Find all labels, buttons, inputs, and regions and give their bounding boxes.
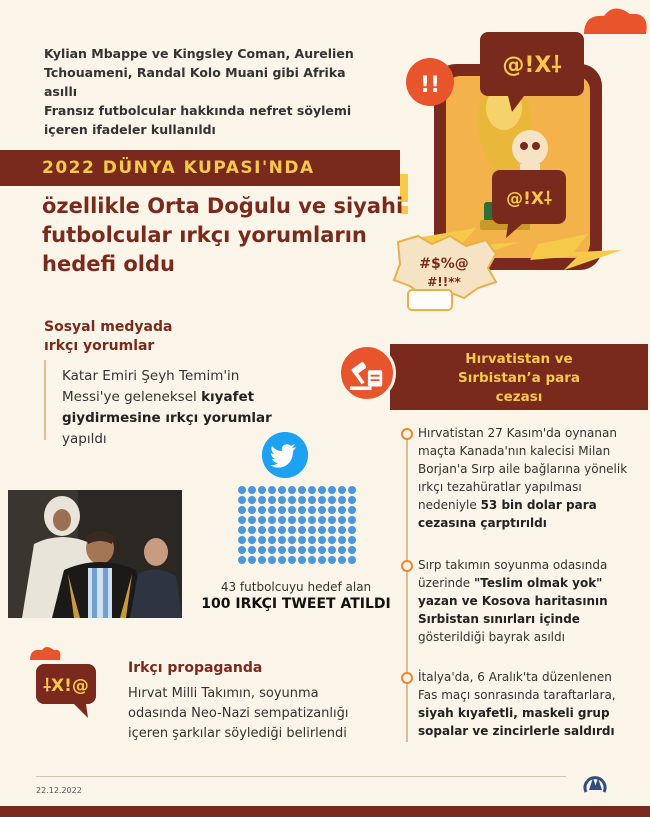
tweet-dot <box>318 526 326 534</box>
tweet-dot <box>328 536 336 544</box>
tweet-dot <box>258 496 266 504</box>
tweet-dot <box>258 516 266 524</box>
tweet-dots-grid <box>238 486 360 564</box>
tweet-dot <box>298 546 306 554</box>
tweet-dot <box>278 486 286 494</box>
tweet-dot <box>328 516 336 524</box>
tweet-dot <box>278 516 286 524</box>
tweet-dot <box>268 526 276 534</box>
tweet-dot <box>288 536 296 544</box>
tweet-dot <box>348 546 356 554</box>
tweet-dot <box>318 546 326 554</box>
tweet-dot <box>238 496 246 504</box>
tweet-dot <box>278 546 286 554</box>
tweet-dot <box>338 496 346 504</box>
penalty-item-text: gösterildiği bayrak asıldı <box>418 630 565 644</box>
page-headline <box>42 192 422 279</box>
tweet-dot <box>308 526 316 534</box>
tweet-dot <box>268 536 276 544</box>
intro-line: Fransız futbolcular hakkında nefret söylemi <box>44 103 352 118</box>
propaganda-bubble-icon <box>26 646 102 722</box>
twitter-bird-icon <box>262 432 308 478</box>
tweet-dot <box>248 556 256 564</box>
tweet-dot <box>298 516 306 524</box>
tweet-dot <box>268 546 276 554</box>
penalty-item-text: Hırvatistan 27 Kasım'da oynanan maçta Kanada'nın kalecisi Milan Borjan'a Sırp aile bağlarına yönelik ırkçı tezahüratlar yapılması nedeniyle <box>418 426 628 512</box>
tweet-dot <box>248 536 256 544</box>
tweet-dot <box>278 506 286 514</box>
social-text-post: yapıldı <box>62 431 107 447</box>
svg-text:⸸X!@: ⸸X!@ <box>43 676 89 696</box>
tweet-dot <box>318 496 326 504</box>
tweet-dot <box>338 516 346 524</box>
headline-line: özellikle Orta Doğulu ve siyahi <box>42 194 404 218</box>
tweet-dot <box>328 546 336 554</box>
tweet-dot <box>298 496 306 504</box>
tweet-dot <box>248 526 256 534</box>
tweet-dot <box>288 556 296 564</box>
penalty-title-line: Hırvatistan ve <box>465 351 573 367</box>
tweet-dot <box>278 536 286 544</box>
penalty-item-1 <box>418 424 628 532</box>
tweet-dot <box>258 486 266 494</box>
tweet-dot <box>288 496 296 504</box>
tweet-dot <box>268 506 276 514</box>
tweet-count-sub: 43 futbolcuyu hedef alan <box>220 580 372 594</box>
tweet-dot <box>338 506 346 514</box>
tweet-dot <box>298 486 306 494</box>
tweet-dot <box>338 546 346 554</box>
tweet-dot <box>258 526 266 534</box>
intro-line: Tchouameni, Randal Kolo Muani gibi Afrika asıllı <box>44 65 346 99</box>
tweet-dot <box>348 486 356 494</box>
tweet-dot <box>308 546 316 554</box>
tweet-dot <box>308 536 316 544</box>
tweet-dot <box>318 516 326 524</box>
timeline-dot <box>401 428 413 440</box>
tweet-dot <box>288 506 296 514</box>
tweet-dot <box>338 486 346 494</box>
tweet-dot <box>348 506 356 514</box>
timeline-dot <box>401 672 413 684</box>
tweet-dot <box>348 536 356 544</box>
tweet-dot <box>298 556 306 564</box>
phone-trophy-illustration <box>388 6 650 316</box>
headline-line: hedefi oldu <box>42 252 175 276</box>
svg-text:#$%@: #$%@ <box>419 256 469 272</box>
penalty-item-text: Sırp takımın soyunma odasında üzerinde <box>418 558 608 590</box>
headline-line: futbolcular ırkçı yorumların <box>42 223 367 247</box>
tweet-dot <box>248 516 256 524</box>
tweet-dot <box>328 486 336 494</box>
social-section-text <box>62 366 282 450</box>
intro-text <box>44 44 374 139</box>
tweet-count-main: 100 IRKÇI TWEET ATILDI <box>201 596 391 612</box>
tweet-dot <box>298 536 306 544</box>
social-text-pre: Katar Emiri Şeyh Temim'in Messi'ye geleneksel <box>62 368 240 405</box>
tweet-dot <box>258 556 266 564</box>
propaganda-text: Hırvat Milli Takımın, soyunma odasında Neo-Nazi sempatizanlığı içeren şarkılar söylediği belirlendi <box>128 686 349 741</box>
tweet-dot <box>238 506 246 514</box>
tweet-dot <box>258 506 266 514</box>
tweet-dot <box>238 556 246 564</box>
tweet-dot <box>238 546 246 554</box>
tweet-dot <box>308 516 316 524</box>
tweet-dot <box>318 536 326 544</box>
tweet-dot <box>338 536 346 544</box>
penalty-banner <box>390 344 648 410</box>
messi-photo <box>8 490 182 618</box>
footer-divider <box>36 776 566 777</box>
svg-text:@!X⸸: @!X⸸ <box>502 53 562 78</box>
banner-title: 2022 DÜNYA KUPASI'NDA <box>42 158 315 178</box>
social-title-line: ırkçı yorumlar <box>44 338 155 354</box>
tweet-dot <box>318 486 326 494</box>
tweet-dot <box>268 556 276 564</box>
svg-text:#!!**: #!!** <box>427 275 461 289</box>
tweet-dot <box>258 546 266 554</box>
tweet-dot <box>238 526 246 534</box>
tweet-dot <box>268 486 276 494</box>
svg-text:!!: !! <box>419 73 441 98</box>
tweet-dot <box>278 556 286 564</box>
propaganda-title: Irkçı propaganda <box>128 660 263 676</box>
tweet-dot <box>318 506 326 514</box>
tweet-dot <box>308 506 316 514</box>
tweet-dot <box>328 506 336 514</box>
tweet-dot <box>318 556 326 564</box>
tweet-dot <box>238 536 246 544</box>
gavel-icon <box>338 344 396 402</box>
tweet-dot <box>298 506 306 514</box>
penalty-item-bold: "Teslim olmak yok" yazan ve Kosova haritasının Sırbistan sınırları içinde <box>418 576 608 626</box>
penalty-item-2 <box>418 556 628 646</box>
social-title-line: Sosyal medyada <box>44 319 173 335</box>
social-section-title <box>44 318 244 356</box>
tweet-dot <box>288 546 296 554</box>
penalty-item-bold: siyah kıyafetli, maskeli grup sopalar ve zincirlerle saldırdı <box>418 706 615 738</box>
tweet-dot <box>248 506 256 514</box>
tweet-dot <box>238 486 246 494</box>
intro-line: içeren ifadeler kullanıldı <box>44 122 216 137</box>
tweet-dot <box>338 556 346 564</box>
tweet-dot <box>258 536 266 544</box>
intro-line: Kylian Mbappe ve Kingsley Coman, Aurelien <box>44 46 354 61</box>
tweet-dot <box>268 496 276 504</box>
tweet-dot <box>278 526 286 534</box>
footer-bar <box>0 806 650 817</box>
tweet-dot <box>328 526 336 534</box>
tweet-dot <box>288 486 296 494</box>
tweet-dot <box>248 546 256 554</box>
tweet-dot <box>328 556 336 564</box>
penalty-timeline <box>406 432 408 742</box>
tweet-dot <box>248 496 256 504</box>
tweet-dot <box>348 556 356 564</box>
tweet-dot <box>308 486 316 494</box>
tweet-dot <box>338 526 346 534</box>
footer-date: 22.12.2022 <box>36 786 82 795</box>
tweet-dot <box>278 496 286 504</box>
penalty-title-line: Sırbistan’a para <box>458 370 580 386</box>
tweet-dot <box>268 516 276 524</box>
penalty-item-bold: 53 bin dolar para cezasına çarptırıldı <box>418 498 597 530</box>
tweet-dot <box>288 526 296 534</box>
tweet-dot <box>248 486 256 494</box>
penalty-item-text: İtalya'da, 6 Aralık'ta düzenlenen Fas maçı sonrasında taraftarlara, <box>418 670 616 702</box>
tweet-dot <box>288 516 296 524</box>
title-banner <box>0 150 400 186</box>
penalty-item-3 <box>418 668 628 740</box>
tweet-dot <box>298 526 306 534</box>
tweet-dot <box>348 516 356 524</box>
tweet-dot <box>238 516 246 524</box>
timeline-dot <box>401 560 413 572</box>
tweet-dot <box>328 496 336 504</box>
penalty-title-line: cezası <box>495 389 543 405</box>
social-text-bold: kıyafet giydirmesine ırkçı yorumlar <box>62 389 272 426</box>
aa-logo-icon <box>582 768 608 794</box>
tweet-dot <box>348 526 356 534</box>
section-divider <box>44 360 46 440</box>
svg-text:@!X⸸: @!X⸸ <box>506 189 552 209</box>
tweet-dot <box>348 496 356 504</box>
tweet-dot <box>308 556 316 564</box>
tweet-dot <box>308 496 316 504</box>
